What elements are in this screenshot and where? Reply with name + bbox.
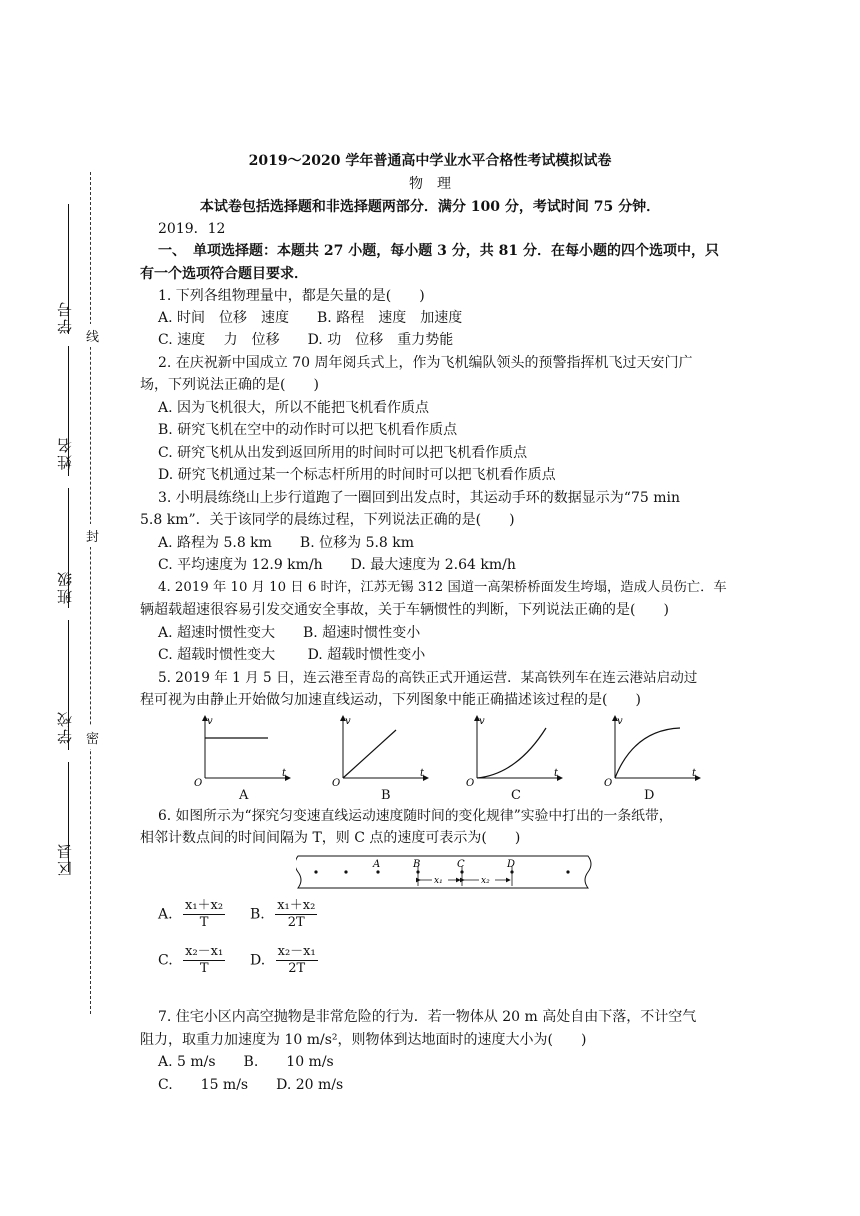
q5-stem-2: 程可视为由静止开始做匀加速直线运动，下列图象中能正确描述该过程的是( ): [140, 692, 641, 708]
section-heading-1: 一、 单项选择题：本题共 27 小题，每小题 3 分，共 81 分．在每小题的四个选项中，只: [158, 243, 719, 259]
q3-options-cd: C. 平均速度为 12.9 km/h D. 最大速度为 2.64 km/h: [158, 557, 516, 573]
graph-b-caption: B: [381, 788, 391, 803]
seal-word-secret: 密: [86, 726, 99, 749]
q1-options-ab: A. 时间 位移 速度 B. 路程 速度 加速度: [158, 310, 463, 326]
tape-dot-2: [344, 870, 347, 873]
q2-option-b: B. 研究飞机在空中的动作时可以把飞机看作质点: [158, 422, 458, 438]
q2-stem-1: 2. 在庆祝新中国成立 70 周年阅兵式上，作为飞机编队领头的预警指挥机飞过天安门广: [158, 355, 693, 371]
tape-label-d: D: [507, 859, 516, 870]
graph-c-caption: C: [511, 788, 521, 803]
seal-word-seal: 封: [86, 524, 99, 547]
tape-dot-1: [314, 870, 317, 873]
class-label: 班级: [56, 570, 74, 604]
graph-a-v-label: v: [207, 716, 213, 727]
graph-d-origin: O: [604, 778, 613, 789]
tape-dot-end: [566, 870, 569, 873]
graph-a: [194, 716, 290, 789]
graph-a-caption: A: [239, 788, 249, 803]
q7-options-cd: C. 15 m/s D. 20 m/s: [158, 1077, 344, 1093]
graph-b-t-label: t: [420, 768, 425, 779]
q6-option-b-denominator: 2T: [287, 915, 305, 930]
q7-stem-1: 7. 住宅小区内高空抛物是非常危险的行为．若一物体从 20 m 高处自由下落，不计空气: [158, 1009, 697, 1025]
q1-options-cd: C. 速度 力 位移 D. 功 位移 重力势能: [158, 332, 454, 348]
graph-c: [466, 716, 562, 789]
q6-paper-tape: [296, 852, 598, 892]
q6-option-d-fraction: [276, 944, 318, 977]
q7-stem-2: 阻力，取重力加速度为 10 m/s²，则物体到达地面时的速度大小为( ): [140, 1032, 587, 1048]
seal-dotted-line: [90, 172, 91, 1014]
q4-stem-1: 4. 2019 年 10 月 10 日 6 时许，江苏无锡 312 国道一高架桥桥面发生垮塌，造成人员伤亡．车: [158, 580, 727, 595]
graph-d-caption: D: [644, 788, 655, 803]
q6-option-c-fraction: [183, 944, 225, 977]
graph-a-t-label: t: [282, 768, 287, 779]
q6-option-b-numerator: x₁＋x₂: [277, 898, 316, 913]
exam-instructions: 本试卷包括选择题和非选择题两部分．满分 100 分，考试时间 75 分钟．: [199, 199, 661, 215]
q2-stem-2: 场，下列说法正确的是( ): [140, 377, 319, 393]
q3-options-ab: A. 路程为 5.8 km B. 位移为 5.8 km: [158, 535, 415, 551]
tape-label-x1: x₁: [434, 876, 443, 886]
graph-b-curve: [343, 730, 396, 778]
q6-option-b-label: B.: [250, 906, 265, 923]
graph-d-t-label: t: [692, 768, 697, 779]
q6-option-b: [250, 898, 317, 931]
q6-option-a: [158, 898, 225, 931]
q2-option-d: D. 研究飞机通过某一个标志杆所用的时间时可以把飞机看作质点: [158, 467, 556, 483]
q5-stem-1: 5. 2019 年 1 月 5 日，连云港至青岛的高铁正式开通运营．某高铁列车在连云港站启动过: [158, 670, 698, 686]
district-label: 区县: [56, 842, 74, 876]
q6-option-a-fraction: [183, 898, 225, 931]
graph-c-curve: [477, 728, 546, 778]
graph-d: [604, 716, 700, 789]
graph-b-origin: O: [332, 778, 341, 789]
q6-option-d-denominator: 2T: [288, 961, 306, 976]
q6-option-b-fraction: [275, 898, 317, 931]
q6-stem-2: 相邻计数点间的时间间隔为 T，则 C 点的速度可表示为( ): [140, 830, 521, 846]
graph-b-v-label: v: [345, 716, 351, 727]
q3-stem-2: 5.8 km”．关于该同学的晨练过程，下列说法正确的是( ): [140, 512, 515, 528]
q2-option-c: C. 研究飞机从出发到返回所用的时间时可以把飞机看作质点: [158, 445, 528, 461]
q6-option-a-numerator: x₁＋x₂: [185, 898, 224, 913]
graph-d-v-label: v: [617, 716, 623, 727]
q4-stem-2: 辆超载超速很容易引发交通安全事故，关于车辆惯性的判断，下列说法正确的是( ): [140, 602, 669, 618]
q4-options-cd: C. 超载时惯性变大 D. 超载时惯性变小: [158, 647, 426, 663]
q6-option-a-denominator: T: [199, 915, 209, 930]
q6-option-a-label: A.: [158, 906, 173, 923]
q1-stem: 1. 下列各组物理量中，都是矢量的是( ): [158, 288, 425, 304]
graph-c-origin: O: [466, 778, 475, 789]
q6-option-d-label: D.: [250, 952, 266, 969]
q6-option-c-numerator: x₂－x₁: [185, 944, 224, 959]
exam-date: 2019．12: [158, 221, 226, 237]
q4-options-ab: A. 超速时惯性变大 B. 超速时惯性变小: [158, 625, 421, 641]
school-label: 学校: [56, 710, 74, 744]
graph-d-curve: [615, 728, 680, 778]
q6-option-c-label: C.: [158, 952, 173, 969]
q6-option-c: [158, 944, 225, 977]
section-heading-2: 有一个选项符合题目要求．: [140, 266, 308, 282]
student-id-label: 学号: [56, 300, 74, 334]
tape-dot-a: [376, 870, 379, 873]
graph-c-v-label: v: [479, 716, 485, 727]
tape-label-a: A: [373, 859, 381, 870]
q3-stem-1: 3. 小明晨练绕山上步行道跑了一圈回到出发点时，其运动手环的数据显示为“75 min: [158, 490, 680, 506]
q5-vt-graphs: [190, 710, 710, 790]
q6-option-c-denominator: T: [199, 961, 209, 976]
subject-title: 物 理: [409, 176, 451, 192]
seal-word-line: 线: [86, 324, 99, 347]
graph-a-origin: O: [194, 778, 203, 789]
graph-b: [332, 716, 428, 789]
q6-option-d: [250, 944, 318, 977]
tape-label-c: C: [457, 859, 465, 870]
exam-title: 2019～2020 学年普通高中学业水平合格性考试模拟试卷: [248, 153, 612, 169]
q6-option-d-numerator: x₂－x₁: [277, 944, 316, 959]
tape-label-x2: x₂: [481, 876, 490, 886]
name-label: 姓名: [56, 436, 74, 470]
q7-options-ab: A. 5 m/s B. 10 m/s: [158, 1054, 334, 1070]
q6-stem-1: 6. 如图所示为“探究匀变速直线运动速度随时间的变化规律”实验中打出的一条纸带，: [158, 808, 673, 824]
tape-label-b: B: [413, 859, 421, 870]
q2-option-a: A. 因为飞机很大，所以不能把飞机看作质点: [158, 400, 430, 416]
graph-c-t-label: t: [554, 768, 559, 779]
